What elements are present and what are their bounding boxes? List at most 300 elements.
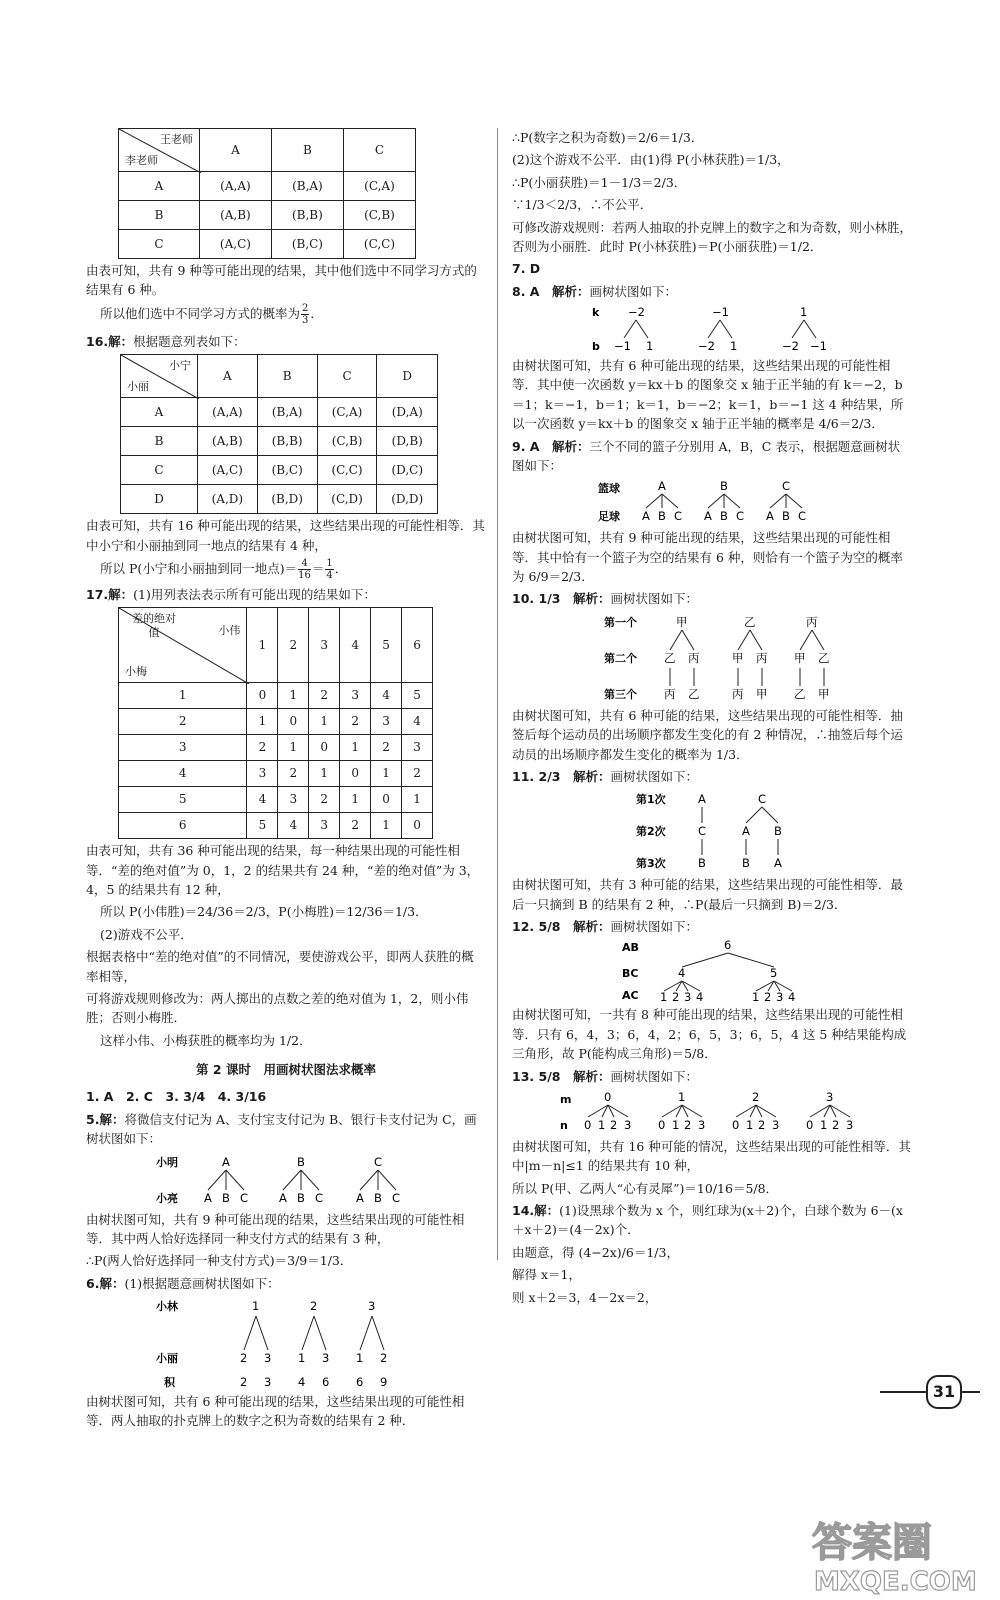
table-row bbox=[119, 201, 416, 230]
paragraph: 由表可知，共有 16 种可能出现的结果，这些结果出现的可能性相等．其中小宁和小丽抽到同一地点的结果有 4 种， bbox=[86, 518, 485, 553]
tree-node: 丙 bbox=[806, 614, 818, 629]
cell: 0 bbox=[340, 761, 371, 787]
tree-leaf: 2 bbox=[832, 1117, 840, 1132]
analysis-label: 解析： bbox=[572, 591, 611, 607]
text: (1)用列表法表示所有可能出现的结果如下： bbox=[133, 586, 376, 602]
tree-leaf: 甲 bbox=[818, 686, 830, 701]
table-q17 bbox=[118, 607, 433, 839]
answer-8 bbox=[512, 282, 912, 301]
tree-product: 4 bbox=[298, 1375, 306, 1389]
cell: (B,B) bbox=[271, 201, 343, 230]
cell: 5 bbox=[402, 683, 433, 709]
corner-bottom: 李老师 bbox=[125, 153, 158, 167]
tree-node: 乙 bbox=[744, 614, 756, 629]
tree-row-label: AB bbox=[622, 941, 639, 955]
tree-node: C bbox=[782, 479, 791, 494]
tree-group bbox=[584, 1090, 631, 1132]
row-header: A bbox=[119, 172, 200, 201]
cell: 2 bbox=[278, 761, 309, 787]
answer-label: 14. bbox=[512, 1203, 535, 1218]
question-6 bbox=[86, 1274, 486, 1293]
tree-node: 2 bbox=[752, 1089, 760, 1104]
tree-row-label: 第二个 bbox=[604, 651, 637, 665]
row-header: 5 bbox=[119, 787, 247, 813]
tree-group bbox=[766, 479, 806, 523]
analysis-label: 解析： bbox=[572, 1068, 611, 1084]
answer-label: 11. 2/3 bbox=[512, 768, 561, 784]
answer-7: 7. D bbox=[512, 261, 541, 277]
cell: 0 bbox=[309, 735, 340, 761]
tree-diagram-q10 bbox=[512, 612, 902, 704]
paragraph: 可修改游戏规则：若两人抽取的扑克牌上的数字之和为奇数，则小林胜，否则为小丽胜．此时 P(小林获胜)＝P(小丽获胜)＝1/2． bbox=[512, 219, 913, 254]
cell: 0 bbox=[402, 813, 433, 839]
question-number: 5. bbox=[86, 1111, 100, 1127]
paragraph: 由树状图可知，共有 6 种可能出现的结果，这些结果出现的可能性相等．两人抽取的扑克牌上的数字之积为奇数的结果有 2 种． bbox=[86, 1394, 465, 1429]
cell: (B,B) bbox=[257, 427, 317, 456]
tree-leaf: 2 bbox=[380, 1351, 388, 1365]
cell: (B,D) bbox=[257, 485, 317, 514]
cell: 4 bbox=[402, 709, 433, 735]
tree-leaf: 4 bbox=[696, 990, 704, 1004]
col-header: A bbox=[198, 355, 258, 398]
row-header: A bbox=[121, 398, 198, 427]
answer-9 bbox=[512, 437, 912, 476]
analysis-label: 解析： bbox=[552, 283, 590, 299]
tree-leaf: 丙 bbox=[732, 686, 744, 701]
tree-row-label: 第3次 bbox=[636, 857, 666, 871]
paragraph: 由题意，得 (4−2x)/6＝1/3， bbox=[512, 1244, 679, 1260]
col-header: C bbox=[343, 129, 415, 172]
text: (1)根据题意画树状图如下： bbox=[124, 1275, 280, 1291]
corner-mid: 差的绝对值 bbox=[132, 612, 176, 640]
text: 所以 P(小宁和小丽抽到同一地点)＝ bbox=[100, 560, 298, 576]
text: 画树状图如下： bbox=[610, 591, 699, 607]
table-corner bbox=[119, 129, 200, 172]
page-number-rule bbox=[880, 1391, 926, 1393]
text: 画树状图如下： bbox=[589, 283, 678, 299]
text: 将微信支付记为 A、支付宝支付记为 B、银行卡支付记为 C，画树状图如下： bbox=[86, 1111, 477, 1147]
solution-label: 解： bbox=[99, 1275, 125, 1291]
paragraph: 由树状图可知，共有 3 种可能的结果，这些结果出现的可能性相等．最后一只摘到 B 的结果有 2 种，∴P(最后一只摘到 B)＝2/3． bbox=[512, 877, 903, 912]
table-row bbox=[121, 456, 438, 485]
tree-diagram-q8 bbox=[512, 304, 902, 354]
right-column bbox=[512, 128, 912, 1310]
tree-node: C bbox=[758, 792, 767, 807]
tree-node: C bbox=[374, 1154, 383, 1169]
tree-row-label: b bbox=[592, 340, 600, 353]
tree-group bbox=[356, 1155, 400, 1205]
question-5 bbox=[86, 1110, 486, 1149]
cell: (D,D) bbox=[377, 485, 438, 514]
tree-leaf: 甲 bbox=[756, 686, 768, 701]
row-header: 2 bbox=[119, 709, 247, 735]
tree-mid: 甲 bbox=[794, 650, 806, 665]
corner-top: 小宁 bbox=[169, 359, 191, 373]
watermark-logo bbox=[808, 1500, 978, 1598]
tree-mid: 丙 bbox=[756, 650, 768, 665]
table-row bbox=[119, 230, 416, 259]
tree-leaf: 2 bbox=[758, 1117, 766, 1132]
cell: 1 bbox=[371, 813, 402, 839]
tree-leaf: 1 bbox=[660, 990, 668, 1004]
cell: 3 bbox=[371, 709, 402, 735]
tree-product: 6 bbox=[322, 1375, 330, 1389]
tree-leaf: 3 bbox=[684, 990, 692, 1004]
tree-product: 6 bbox=[356, 1375, 364, 1389]
tree-node: B bbox=[720, 479, 728, 494]
cell: (C,A) bbox=[343, 172, 415, 201]
tree-mid: 甲 bbox=[732, 650, 744, 665]
tree-group bbox=[642, 479, 682, 523]
cell: (D,A) bbox=[377, 398, 438, 427]
col-header: 4 bbox=[340, 608, 371, 683]
tree-leaf: 3 bbox=[264, 1351, 272, 1365]
cell: 2 bbox=[340, 813, 371, 839]
row-header: 4 bbox=[119, 761, 247, 787]
cell: 2 bbox=[247, 735, 278, 761]
tree-leaf: C bbox=[315, 1190, 324, 1205]
cell: 0 bbox=[278, 709, 309, 735]
tree-row-label: 第1次 bbox=[636, 793, 666, 807]
tree-leaf: C bbox=[392, 1190, 401, 1205]
col-header: 3 bbox=[309, 608, 340, 683]
tree-leaf: 1 bbox=[356, 1351, 364, 1365]
tree-leaf: 3 bbox=[776, 990, 784, 1004]
tree-mid: 4 bbox=[678, 966, 686, 981]
tree-group bbox=[240, 1299, 271, 1389]
tree-row-label: AC bbox=[622, 989, 639, 1003]
tree-group bbox=[298, 1299, 329, 1389]
tree-leaf: 1 bbox=[746, 1117, 754, 1132]
cell: 3 bbox=[402, 735, 433, 761]
cell: 1 bbox=[278, 683, 309, 709]
tree-node: 1 bbox=[800, 305, 808, 319]
tree-group bbox=[279, 1155, 323, 1205]
table-row bbox=[119, 813, 433, 839]
tree-leaf: C bbox=[798, 509, 807, 524]
table-q16 bbox=[120, 354, 438, 514]
cell: 2 bbox=[371, 735, 402, 761]
tree-leaf: A bbox=[704, 509, 712, 524]
tree-node: 甲 bbox=[676, 614, 688, 629]
paragraph: 由树状图可知，共有 16 种可能的情况，这些结果出现的可能性相等．其中|m－n|≤1 的结果共有 10 种， bbox=[512, 1138, 911, 1174]
tree-row-label: 小亮 bbox=[156, 1191, 178, 1205]
cell: (B,A) bbox=[271, 172, 343, 201]
tree-group bbox=[732, 615, 768, 701]
cell: (A,A) bbox=[198, 398, 258, 427]
solution-label: 解： bbox=[534, 1203, 560, 1218]
denominator: 16 bbox=[298, 569, 311, 581]
cell: (D,B) bbox=[377, 427, 438, 456]
tree-row-label: 小明 bbox=[156, 1155, 178, 1169]
tree-mid: 乙 bbox=[818, 650, 830, 665]
cell: 1 bbox=[340, 735, 371, 761]
watermark-text: 答案圈 bbox=[812, 1520, 932, 1566]
tree-leaf: 0 bbox=[658, 1117, 666, 1132]
table-row bbox=[119, 172, 416, 201]
tree-leaf: A bbox=[356, 1190, 364, 1205]
tree-group bbox=[204, 1155, 248, 1205]
left-column bbox=[86, 128, 486, 1434]
cell: (A,C) bbox=[200, 230, 272, 259]
tree-leaf: 乙 bbox=[794, 686, 806, 701]
answer-11 bbox=[512, 767, 912, 786]
tree-leaf: 1 bbox=[298, 1351, 306, 1365]
tree-leaf: 乙 bbox=[688, 686, 700, 701]
tree-node: B bbox=[297, 1154, 305, 1169]
cell: (C,A) bbox=[317, 398, 377, 427]
fraction bbox=[325, 558, 333, 581]
answer-13 bbox=[512, 1067, 912, 1086]
tree-leaf: 1 bbox=[820, 1117, 828, 1132]
tree-diagram-q9 bbox=[512, 478, 902, 526]
tree-node: A bbox=[658, 479, 666, 494]
tree-leaf: 0 bbox=[584, 1117, 592, 1132]
tree-row-label: k bbox=[592, 306, 600, 319]
analysis-label: 解析： bbox=[572, 919, 611, 934]
row-header: 6 bbox=[119, 813, 247, 839]
cell: (C,B) bbox=[317, 427, 377, 456]
tree-leaf: B bbox=[720, 509, 728, 524]
paragraph: 所以 P(小伟胜)＝24/36＝2/3，P(小梅胜)＝12/36＝1/3． bbox=[100, 904, 428, 920]
text: 画树状图如下： bbox=[610, 919, 699, 934]
tree-node: 1 bbox=[252, 1299, 260, 1313]
cell: (C,D) bbox=[317, 485, 377, 514]
tree-group bbox=[782, 305, 827, 353]
answer-label: 13. 5/8 bbox=[512, 1068, 561, 1084]
cell: (A,C) bbox=[198, 456, 258, 485]
paragraph: 可将游戏规则修改为：两人掷出的点数之差的绝对值为 1，2，则小伟胜；否则小梅胜． bbox=[86, 990, 469, 1026]
table-row bbox=[119, 787, 433, 813]
tree-leaf: 4 bbox=[788, 990, 796, 1004]
text: 画树状图如下： bbox=[610, 1068, 699, 1084]
paragraph: 则 x＋2＝3，4－2x＝2， bbox=[512, 1289, 658, 1305]
column-divider bbox=[497, 128, 498, 1260]
row-header: C bbox=[121, 456, 198, 485]
text: 三个不同的篮子分别用 A，B，C 表示，根据题意画树状图如下： bbox=[512, 438, 901, 473]
analysis-label: 解析： bbox=[572, 768, 611, 784]
tree-leaf: 1 bbox=[752, 990, 760, 1004]
tree-leaf: A bbox=[279, 1190, 287, 1205]
tree-leaf: 3 bbox=[698, 1117, 706, 1132]
cell: 3 bbox=[309, 813, 340, 839]
col-header: 2 bbox=[278, 608, 309, 683]
cell: 0 bbox=[371, 787, 402, 813]
col-header: D bbox=[377, 355, 438, 398]
paragraph: 由树状图可知，共有 6 种可能出现的结果，这些结果出现的可能性相等．其中使一次函数 y＝kx＋b 的图象交 x 轴于正半轴的有 k＝−2，b＝1；k＝−1，b＝1；k＝1，b＝−2；k＝1，b＝−1 这 4 种结果，所以一次函数 y＝kx＋b 的图象交 x 轴于正半轴的概率是 4/6＝2/3． bbox=[512, 358, 904, 432]
tree-leaf: B bbox=[782, 509, 790, 524]
solution-label: 解： bbox=[108, 586, 134, 602]
tree-diagram-q5 bbox=[86, 1152, 466, 1208]
table-row bbox=[121, 427, 438, 456]
paragraph: 由表可知，共有 9 种等可能出现的结果，其中他们选中不同学习方式的结果有 6 种。 bbox=[86, 263, 477, 298]
tree-leaf: 2 bbox=[672, 990, 680, 1004]
tree-row-label: 小丽 bbox=[156, 1352, 178, 1365]
question-16 bbox=[86, 332, 486, 351]
tree-leaf: 2 bbox=[764, 990, 772, 1004]
tree-group bbox=[704, 479, 744, 523]
tree-mid: 乙 bbox=[664, 650, 676, 665]
paragraph: 根据表格中“差的绝对值”的不同情况，要使游戏公平，即两人获胜的概率相等， bbox=[86, 949, 474, 984]
corner-top: 小伟 bbox=[218, 624, 241, 638]
tree-leaf: 0 bbox=[806, 1117, 814, 1132]
col-header: B bbox=[271, 129, 343, 172]
tree-leaf: B bbox=[698, 856, 706, 871]
paragraph: 由树状图可知，共有 9 种可能出现的结果，这些结果出现的可能性相等．其中恰有一个篮子为空的结果有 6 种，则恰有一个篮子为空的概率为 6/9＝2/3． bbox=[512, 530, 903, 584]
numerator: 1 bbox=[326, 557, 333, 569]
tree-leaf: 0 bbox=[732, 1117, 740, 1132]
tree-product: 9 bbox=[380, 1375, 388, 1389]
paragraph: ∴P(两人恰好选择同一种支付方式)＝3/9＝1/3． bbox=[86, 1253, 353, 1269]
paragraph: ∵1/3＜2/3，∴不公平． bbox=[512, 197, 653, 213]
tree-diagram-q6 bbox=[86, 1296, 466, 1390]
text: 根据题意列表如下： bbox=[133, 333, 246, 349]
paragraph: (2)游戏不公平． bbox=[100, 926, 193, 942]
tree-leaf: C bbox=[736, 509, 745, 524]
tree-leaf: 2 bbox=[610, 1117, 618, 1132]
table-q15 bbox=[118, 128, 416, 259]
col-header: 6 bbox=[402, 608, 433, 683]
tree-leaf: 1 bbox=[672, 1117, 680, 1132]
cell: (B,C) bbox=[257, 456, 317, 485]
paragraph: 由树状图可知，共有 6 种可能的结果，这些结果出现的可能性相等．抽签后每个运动员的出场顺序都发生变化的有 2 种情况，∴抽签后每个运动员的出场顺序都发生变化的概率为 1/3． bbox=[512, 707, 903, 762]
col-header: C bbox=[317, 355, 377, 398]
col-header: 1 bbox=[247, 608, 278, 683]
denominator: 4 bbox=[326, 569, 333, 581]
tree-leaf: 3 bbox=[772, 1117, 780, 1132]
cell: 4 bbox=[247, 787, 278, 813]
cell: 5 bbox=[247, 813, 278, 839]
tree-leaf: B bbox=[742, 856, 750, 871]
tree-row-label: n bbox=[560, 1118, 568, 1132]
cell: 1 bbox=[371, 761, 402, 787]
paragraph: 所以 P(甲、乙两人“心有灵犀”)＝10/16＝5/8． bbox=[512, 1180, 779, 1196]
paragraph: 由树状图可知，共有 9 种可能出现的结果，这些结果出现的可能性相等．其中两人恰好选择同一种支付方式的结果有 3 种， bbox=[86, 1211, 465, 1246]
cell: 1 bbox=[340, 787, 371, 813]
cell: 0 bbox=[247, 683, 278, 709]
tree-group bbox=[664, 615, 700, 701]
paragraph: (2)这个游戏不公平．由(1)得 P(小林获胜)＝1/3， bbox=[512, 152, 790, 168]
cell: 3 bbox=[247, 761, 278, 787]
text: 所以他们选中不同学习方式的概率为 bbox=[100, 305, 301, 321]
paragraph: 解得 x＝1， bbox=[512, 1267, 581, 1283]
tree-row-label: 第一个 bbox=[604, 615, 637, 629]
tree-leaf: 3 bbox=[322, 1351, 330, 1365]
tree-group bbox=[356, 1299, 387, 1389]
page-number-rule bbox=[960, 1391, 980, 1393]
cell: (C,C) bbox=[317, 456, 377, 485]
table-row bbox=[119, 761, 433, 787]
tree-row-label: 积 bbox=[164, 1376, 175, 1389]
table-corner bbox=[119, 608, 247, 683]
cell: 1 bbox=[278, 735, 309, 761]
col-header: B bbox=[257, 355, 317, 398]
tree-row-label: 第2次 bbox=[636, 825, 666, 839]
answer-label: 10. 1/3 bbox=[512, 591, 561, 607]
paragraph: ∴P(小丽获胜)＝1－1/3＝2/3． bbox=[512, 174, 687, 190]
tree-group bbox=[732, 1090, 779, 1132]
cell: (D,C) bbox=[377, 456, 438, 485]
tree-row-label: 篮球 bbox=[598, 482, 620, 496]
tree-leaf: 3 bbox=[846, 1117, 854, 1132]
cell: 1 bbox=[402, 787, 433, 813]
tree-diagram-q12 bbox=[512, 939, 902, 1003]
paragraph: 由树状图可知，一共有 8 种可能出现的结果，这些结果出现的可能性相等．只有 6，4，3；6，4，2；6，5，3；6，5，4 这 5 种结果能构成三角形，故 P(能构成三角形)＝5/8． bbox=[512, 1007, 907, 1062]
tree-diagram-q13 bbox=[512, 1089, 902, 1135]
tree-group bbox=[698, 305, 737, 353]
tree-diagram-q11 bbox=[512, 789, 902, 873]
corner-top: 王老师 bbox=[160, 133, 193, 146]
cell: 4 bbox=[371, 683, 402, 709]
tree-leaf: −1 bbox=[810, 339, 827, 353]
tree-leaf: A bbox=[642, 509, 650, 524]
row-header: B bbox=[121, 427, 198, 456]
tree-leaf: B bbox=[297, 1190, 305, 1205]
tree-leaf: C bbox=[240, 1190, 249, 1205]
cell: (C,B) bbox=[343, 201, 415, 230]
cell: (A,A) bbox=[200, 172, 272, 201]
tree-leaf: 丙 bbox=[664, 686, 676, 701]
tree-leaf: −2 bbox=[698, 339, 715, 353]
table-row bbox=[121, 398, 438, 427]
answer-label: 12. 5/8 bbox=[512, 919, 561, 934]
tree-row-label: 足球 bbox=[598, 510, 620, 524]
tree-leaf: 1 bbox=[646, 339, 654, 353]
cell: 2 bbox=[309, 787, 340, 813]
tree-group bbox=[806, 1090, 853, 1132]
tree-leaf: A bbox=[204, 1190, 212, 1205]
question-number: 6. bbox=[86, 1275, 100, 1291]
tree-product: 3 bbox=[264, 1375, 272, 1389]
tree-group bbox=[614, 305, 653, 353]
tree-group bbox=[658, 1090, 705, 1132]
row-header: C bbox=[119, 230, 200, 259]
paragraph: 所以他们选中不同学习方式的概率为 $\frac{2}{3}$ ． bbox=[100, 302, 323, 326]
row-header: D bbox=[121, 485, 198, 514]
fraction bbox=[298, 558, 311, 581]
table-row bbox=[119, 735, 433, 761]
col-header: A bbox=[200, 129, 272, 172]
tree-node: −2 bbox=[628, 305, 645, 319]
tree-leaf: B bbox=[374, 1190, 382, 1205]
cell: 2 bbox=[340, 709, 371, 735]
tree-product: 2 bbox=[240, 1375, 248, 1389]
row-header: B bbox=[119, 201, 200, 230]
cell: 4 bbox=[278, 813, 309, 839]
cell: 1 bbox=[309, 761, 340, 787]
solution-label: 解： bbox=[108, 333, 134, 349]
paragraph: 由表可知，共有 36 种可能出现的结果，每一种结果出现的可能性相等．“差的绝对值”为 0，1，2 的结果共有 24 种，“差的绝对值”为 3，4，5 的结果共有 12 种， bbox=[86, 843, 480, 897]
paragraph: ∴P(数字之积为奇数)＝2/6＝1/3． bbox=[512, 130, 704, 145]
cell: 2 bbox=[402, 761, 433, 787]
corner-bottom: 小梅 bbox=[125, 665, 147, 679]
denominator: 3 bbox=[302, 314, 309, 326]
table-row bbox=[119, 709, 433, 735]
solution-label: 解： bbox=[99, 1111, 125, 1127]
answer-14 bbox=[512, 1201, 912, 1240]
cell: (A,B) bbox=[200, 201, 272, 230]
tree-node: A bbox=[222, 1154, 230, 1169]
paragraph: 这样小伟、小梅获胜的概率均为 1/2． bbox=[100, 1032, 312, 1048]
tree-node: 6 bbox=[724, 939, 732, 953]
tree-leaf: 3 bbox=[624, 1117, 632, 1132]
cell: 1 bbox=[247, 709, 278, 735]
tree-leaf: 2 bbox=[240, 1351, 248, 1365]
corner-bottom: 小丽 bbox=[127, 380, 149, 394]
tree-group bbox=[794, 615, 830, 701]
page-number: 31 bbox=[926, 1375, 962, 1409]
tree-leaf: B bbox=[658, 509, 666, 524]
